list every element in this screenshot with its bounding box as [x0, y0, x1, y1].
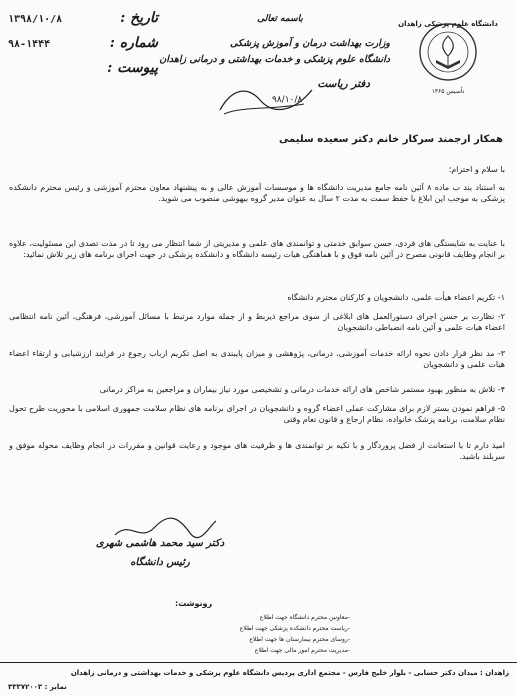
date-row — [8, 10, 158, 35]
university-emblem-icon — [418, 22, 478, 82]
logo-year: تأسیس ۱۳۶۵ — [431, 88, 465, 95]
signatory-title: رئیس دانشگاه — [130, 557, 190, 568]
list-item: ۴- تلاش به منظور بهبود مستمر شاخص های ارائه خدمات درمانی و تشخیصی مورد نیاز بیماران و مراجعین به مراکز درمانی — [99, 385, 505, 394]
registry-stamp-icon — [212, 80, 322, 120]
list-item: ۱- تکریم اعضاء هیأت علمی، دانشجویان و کارکنان محترم دانشگاه — [287, 293, 505, 302]
paragraph-appointment: به استناد بند ب ماده ۸ آئین نامه جامع مدیریت دانشگاه ها و موسسات آموزش عالی و به پیشنهاد معاون محترم آموزشی و رئیس محترم دانشکده پزشکی به موجب این ابلاغ با حفظ سمت به مدت ۲ سال به عنوان مدیر گروه بیهوشی منصوب می شوید. — [9, 183, 505, 203]
footer-fax: نمابر : ۳۳۳۷۲۰۰۳ — [8, 683, 67, 691]
letter-meta — [8, 10, 158, 85]
attachment-row — [8, 60, 158, 85]
list-item: ۳- مد نظر قرار دادن نحوه ارائه خدمات آموزشی، درمانی، پژوهشی و میزان پایبندی به اصل تکریم ارباب رجوع در فرایند ارزشیابی و ارتقاء اعضاء هیات علمی و دانشجویان — [9, 349, 505, 369]
greeting: با سلام و احترام؛ — [448, 165, 505, 174]
cc-title: رونوشت: — [175, 599, 213, 608]
list-item: ۲- نظارت بر حسن اجرای دستورالعمل های ابلاغی از سوی مراجع ذیربط و از جمله موارد مرتبط با مسائل آموزشی، فرهنگی، آئین نامه انتظامی اعضاء هیات علمی و آئین نامه انضباطی دانشجویان — [9, 312, 505, 332]
date-label: تاریخ : — [120, 10, 158, 26]
logo-university-name: دانشگاه علوم پزشکی زاهدان — [398, 20, 498, 28]
recipient-line: همکار ارجمند سرکار خانم دکتر سعیده سلیمی — [278, 134, 503, 145]
number-value: ۹۸-۱۴۴۴ — [8, 39, 51, 50]
date-value: ۱۳۹۸/۱۰/۸ — [8, 14, 63, 25]
stamp-date: ۹۸/۱۰/۸ — [272, 95, 303, 105]
ministry-line: وزارت بهداشت درمان و آموزش پزشکی — [229, 38, 390, 49]
paragraph-expectations: با عنایت به شایستگی های فردی، حسن سوابق خدمتی و توانمندی های علمی و مدیریتی از شما انتظار می رود تا در مدت تصدی این مسئولیت، علاوه بر انجام وظایف قانونی مصرح در آئین نامه فوق و با هماهنگی هیات رئیسه دانشگاه و دانشکده پزشکی در جهت اجرای برنامه های زیر تلاش نمائید: — [9, 239, 505, 259]
basmala: باسمه تعالی — [257, 14, 303, 24]
list-item: ۵- فراهم نمودن بستر لازم برای مشارکت عملی اعضاء گروه و دانشجویان در اجرای برنامه های نظام سلامت جمهوری اسلامی با محوریت طرح تحول نظام سلامت، برنامه پزشک خانواده، نظام ارجاع و قانون تعام وقتی — [9, 404, 505, 424]
presidency-office-line: دفتر ریاست — [317, 78, 370, 90]
letter-footer — [0, 662, 517, 696]
university-logo-block — [389, 6, 507, 95]
cc-item: -روسای محترم بیمارستان ها جهت اطلاع — [249, 636, 350, 643]
basmala-block — [170, 14, 390, 24]
attachment-label: پیوست : — [107, 60, 158, 76]
cc-item: -معاونین محترم دانشگاه جهت اطلاع — [259, 614, 350, 621]
university-line: دانشگاه علوم پزشکی و خدمات بهداشتی و درمانی زاهدان — [159, 54, 390, 65]
cc-item: -ریاست محترم دانشکده پزشکی جهت اطلاع — [239, 625, 350, 632]
cc-item: -مدیریت محترم امور مالی جهت اطلاع — [254, 647, 350, 654]
footer-address: زاهدان : میدان دکتر حسابی - بلوار خلیج فارس - مجتمع اداری پردیس دانشگاه علوم پزشکی و خدمات بهداشتی و درمانی زاهدان — [70, 669, 509, 677]
closing-paragraph: امید دارم تا با استعانت از فضل پروردگار و با تکیه بر توانمندی ها و ظرفیت های موجود و رعایت قوانین و مقررات در انجام وظایف محوله موفق و سربلند باشید. — [9, 441, 505, 461]
number-row — [8, 35, 158, 60]
number-label: شماره : — [109, 35, 158, 51]
signatory-name: دکتر سید محمد هاشمی شهری — [95, 538, 225, 549]
